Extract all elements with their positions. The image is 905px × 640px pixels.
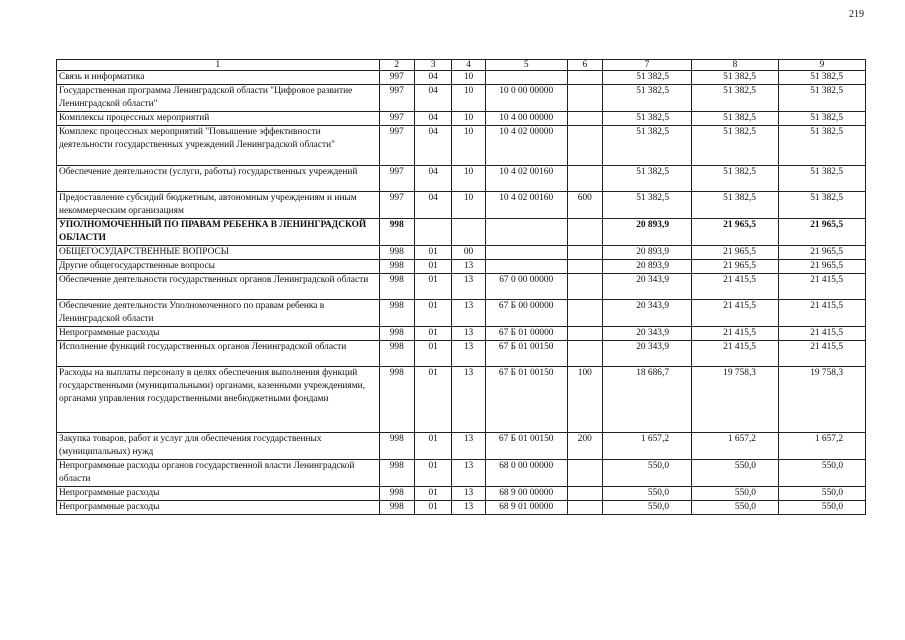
table-row [57, 367, 866, 433]
row-code-6-cell [567, 71, 602, 85]
row-value-9-cell: 550,0 [778, 487, 865, 501]
row-value-9-cell: 21 415,5 [778, 300, 865, 327]
row-name-cell: Обеспечение деятельности (услуги, работы) государственных учреждений [57, 166, 380, 192]
table-row [57, 246, 866, 260]
table-row [57, 112, 866, 126]
table-row [57, 300, 866, 327]
row-value-8-cell: 21 415,5 [692, 327, 779, 341]
row-value-7-cell: 20 343,9 [603, 300, 692, 327]
row-value-7-cell: 20 343,9 [603, 341, 692, 367]
row-value-9-cell: 19 758,3 [778, 367, 865, 433]
page-number: 219 [849, 9, 864, 20]
row-code-6-cell [567, 260, 602, 274]
table-row [57, 501, 866, 515]
header-cell-7: 7 [603, 60, 692, 71]
row-code-6-cell [567, 300, 602, 327]
row-code-3-cell: 01 [414, 274, 451, 300]
table-row [57, 71, 866, 85]
row-name-cell: Непрограммные расходы органов государственной власти Ленинградской области [57, 460, 380, 487]
row-value-8-cell: 19 758,3 [692, 367, 779, 433]
row-code-3-cell: 01 [414, 367, 451, 433]
row-value-8-cell: 51 382,5 [692, 166, 779, 192]
row-code-4-cell: 13 [452, 501, 485, 515]
row-value-8-cell: 21 965,5 [692, 260, 779, 274]
table-row [57, 85, 866, 112]
row-code-6-cell: 600 [567, 192, 602, 219]
row-value-8-cell: 21 965,5 [692, 246, 779, 260]
row-value-7-cell: 20 343,9 [603, 274, 692, 300]
row-code-6-cell [567, 219, 602, 246]
row-value-8-cell: 550,0 [692, 460, 779, 487]
row-code-3-cell: 04 [414, 166, 451, 192]
row-name-cell: Другие общегосударственные вопросы [57, 260, 380, 274]
row-value-7-cell: 51 382,5 [603, 192, 692, 219]
row-code-2-cell: 998 [379, 327, 414, 341]
row-code-5-cell: 68 9 00 00000 [485, 487, 567, 501]
row-name-cell: УПОЛНОМОЧЕННЫЙ ПО ПРАВАМ РЕБЕНКА В ЛЕНИНГРАДСКОЙ ОБЛАСТИ [57, 219, 380, 246]
header-cell-8: 8 [692, 60, 779, 71]
row-code-5-cell: 67 0 00 00000 [485, 274, 567, 300]
row-value-7-cell: 51 382,5 [603, 126, 692, 166]
row-value-7-cell: 20 893,9 [603, 246, 692, 260]
row-value-8-cell: 21 415,5 [692, 300, 779, 327]
row-code-5-cell [485, 246, 567, 260]
row-code-2-cell: 998 [379, 433, 414, 460]
row-name-cell: Непрограммные расходы [57, 327, 380, 341]
row-value-8-cell: 51 382,5 [692, 112, 779, 126]
row-value-9-cell: 51 382,5 [778, 112, 865, 126]
row-value-8-cell: 51 382,5 [692, 71, 779, 85]
row-code-5-cell: 67 Б 01 00000 [485, 327, 567, 341]
row-code-4-cell: 10 [452, 85, 485, 112]
row-value-9-cell: 51 382,5 [778, 192, 865, 219]
row-code-4-cell: 13 [452, 327, 485, 341]
row-value-8-cell: 21 415,5 [692, 341, 779, 367]
row-value-9-cell: 21 965,5 [778, 246, 865, 260]
row-value-7-cell: 18 686,7 [603, 367, 692, 433]
row-code-4-cell: 13 [452, 433, 485, 460]
row-value-9-cell: 21 965,5 [778, 219, 865, 246]
row-code-5-cell: 10 4 02 00160 [485, 192, 567, 219]
row-name-cell: Предоставление субсидий бюджетным, автономным учреждениям и иным некоммерческим организациям [57, 192, 380, 219]
row-code-4-cell: 13 [452, 300, 485, 327]
row-code-6-cell [567, 274, 602, 300]
row-code-2-cell: 998 [379, 501, 414, 515]
row-code-2-cell: 998 [379, 300, 414, 327]
row-code-5-cell [485, 71, 567, 85]
row-value-7-cell: 550,0 [603, 487, 692, 501]
row-value-9-cell: 21 415,5 [778, 274, 865, 300]
header-cell-5: 5 [485, 60, 567, 71]
row-code-5-cell: 67 Б 01 00150 [485, 433, 567, 460]
row-code-3-cell: 01 [414, 246, 451, 260]
row-code-4-cell: 00 [452, 246, 485, 260]
row-code-6-cell [567, 487, 602, 501]
row-value-9-cell: 550,0 [778, 460, 865, 487]
row-code-4-cell: 13 [452, 460, 485, 487]
table-row [57, 487, 866, 501]
row-code-3-cell: 04 [414, 112, 451, 126]
row-code-5-cell: 67 Б 01 00150 [485, 367, 567, 433]
row-value-7-cell: 51 382,5 [603, 166, 692, 192]
row-code-2-cell: 998 [379, 219, 414, 246]
row-code-6-cell [567, 246, 602, 260]
table-row [57, 126, 866, 166]
row-code-5-cell: 10 4 02 00160 [485, 166, 567, 192]
row-code-2-cell: 998 [379, 274, 414, 300]
row-value-9-cell: 51 382,5 [778, 85, 865, 112]
table-row [57, 166, 866, 192]
row-code-2-cell: 997 [379, 166, 414, 192]
row-code-2-cell: 998 [379, 246, 414, 260]
row-name-cell: Связь и информатика [57, 71, 380, 85]
table-row [57, 274, 866, 300]
row-value-9-cell: 1 657,2 [778, 433, 865, 460]
row-value-8-cell: 51 382,5 [692, 126, 779, 166]
row-name-cell: Непрограммные расходы [57, 501, 380, 515]
row-code-3-cell: 01 [414, 341, 451, 367]
row-code-6-cell: 200 [567, 433, 602, 460]
header-cell-6: 6 [567, 60, 602, 71]
row-code-4-cell: 13 [452, 341, 485, 367]
row-value-8-cell: 550,0 [692, 501, 779, 515]
row-code-3-cell: 01 [414, 433, 451, 460]
row-value-8-cell: 51 382,5 [692, 192, 779, 219]
row-code-3-cell: 01 [414, 460, 451, 487]
row-code-3-cell [414, 219, 451, 246]
row-value-7-cell: 20 343,9 [603, 327, 692, 341]
row-name-cell: Комплексы процессных мероприятий [57, 112, 380, 126]
row-code-4-cell: 10 [452, 126, 485, 166]
row-code-5-cell: 68 0 00 00000 [485, 460, 567, 487]
row-code-6-cell [567, 166, 602, 192]
row-name-cell: Закупка товаров, работ и услуг для обеспечения государственных (муниципальных) нужд [57, 433, 380, 460]
row-value-9-cell: 21 415,5 [778, 341, 865, 367]
row-code-5-cell: 10 4 02 00000 [485, 126, 567, 166]
row-code-2-cell: 998 [379, 487, 414, 501]
table-row [57, 219, 866, 246]
row-code-2-cell: 998 [379, 341, 414, 367]
row-code-2-cell: 998 [379, 260, 414, 274]
row-value-7-cell: 51 382,5 [603, 112, 692, 126]
row-value-8-cell: 51 382,5 [692, 85, 779, 112]
row-code-6-cell [567, 460, 602, 487]
row-name-cell: Обеспечение деятельности государственных органов Ленинградской области [57, 274, 380, 300]
row-code-3-cell: 04 [414, 126, 451, 166]
row-code-2-cell: 998 [379, 460, 414, 487]
row-value-7-cell: 51 382,5 [603, 71, 692, 85]
row-name-cell: Государственная программа Ленинградской области "Цифровое развитие Ленинградской области" [57, 85, 380, 112]
row-code-2-cell: 997 [379, 112, 414, 126]
row-value-8-cell: 550,0 [692, 487, 779, 501]
row-value-9-cell: 21 415,5 [778, 327, 865, 341]
row-code-4-cell: 10 [452, 71, 485, 85]
row-code-5-cell: 10 0 00 00000 [485, 85, 567, 112]
table-row [57, 460, 866, 487]
row-value-7-cell: 20 893,9 [603, 260, 692, 274]
row-value-8-cell: 1 657,2 [692, 433, 779, 460]
row-code-6-cell [567, 501, 602, 515]
row-code-2-cell: 997 [379, 85, 414, 112]
header-cell-4: 4 [452, 60, 485, 71]
row-code-5-cell [485, 260, 567, 274]
row-code-3-cell: 01 [414, 501, 451, 515]
row-code-6-cell [567, 126, 602, 166]
row-value-7-cell: 550,0 [603, 460, 692, 487]
row-code-4-cell: 13 [452, 260, 485, 274]
row-code-4-cell: 10 [452, 112, 485, 126]
row-name-cell: Обеспечение деятельности Уполномоченного по правам ребенка в Ленинградской области [57, 300, 380, 327]
row-value-8-cell: 21 415,5 [692, 274, 779, 300]
header-cell-2: 2 [379, 60, 414, 71]
row-code-2-cell: 997 [379, 71, 414, 85]
row-code-5-cell: 67 Б 01 00150 [485, 341, 567, 367]
row-code-2-cell: 997 [379, 126, 414, 166]
row-code-2-cell: 997 [379, 192, 414, 219]
row-code-4-cell: 10 [452, 192, 485, 219]
row-code-4-cell: 13 [452, 274, 485, 300]
row-code-6-cell: 100 [567, 367, 602, 433]
header-cell-9: 9 [778, 60, 865, 71]
row-code-3-cell: 01 [414, 300, 451, 327]
row-code-3-cell: 01 [414, 260, 451, 274]
row-name-cell: Непрограммные расходы [57, 487, 380, 501]
row-code-3-cell: 04 [414, 85, 451, 112]
column-number-header-row [57, 60, 866, 71]
row-code-3-cell: 04 [414, 192, 451, 219]
row-code-3-cell: 01 [414, 327, 451, 341]
header-cell-3: 3 [414, 60, 451, 71]
row-value-7-cell: 20 893,9 [603, 219, 692, 246]
row-value-7-cell: 550,0 [603, 501, 692, 515]
row-value-8-cell: 21 965,5 [692, 219, 779, 246]
table-row [57, 192, 866, 219]
table-row [57, 433, 866, 460]
row-code-6-cell [567, 341, 602, 367]
budget-table [56, 59, 866, 515]
row-value-7-cell: 51 382,5 [603, 85, 692, 112]
row-code-6-cell [567, 85, 602, 112]
table-row [57, 341, 866, 367]
row-code-4-cell: 13 [452, 487, 485, 501]
row-code-3-cell: 04 [414, 71, 451, 85]
row-code-6-cell [567, 327, 602, 341]
row-code-4-cell: 10 [452, 166, 485, 192]
row-value-9-cell: 550,0 [778, 501, 865, 515]
row-code-5-cell [485, 219, 567, 246]
row-value-7-cell: 1 657,2 [603, 433, 692, 460]
header-cell-1: 1 [57, 60, 380, 71]
row-name-cell: Расходы на выплаты персоналу в целях обеспечения выполнения функций государственными (муниципальными) органами, казенными учреждениями, органами управления государственными внебюджетными фондами [57, 367, 380, 433]
row-code-6-cell [567, 112, 602, 126]
row-code-4-cell [452, 219, 485, 246]
table-row [57, 327, 866, 341]
row-name-cell: Комплекс процессных мероприятий "Повышение эффективности деятельности государственных учреждений Ленинградской области" [57, 126, 380, 166]
row-code-5-cell: 67 Б 00 00000 [485, 300, 567, 327]
row-value-9-cell: 51 382,5 [778, 126, 865, 166]
row-value-9-cell: 21 965,5 [778, 260, 865, 274]
row-code-5-cell: 10 4 00 00000 [485, 112, 567, 126]
row-value-9-cell: 51 382,5 [778, 166, 865, 192]
row-name-cell: ОБЩЕГОСУДАРСТВЕННЫЕ ВОПРОСЫ [57, 246, 380, 260]
row-name-cell: Исполнение функций государственных органов Ленинградской области [57, 341, 380, 367]
row-code-4-cell: 13 [452, 367, 485, 433]
row-code-5-cell: 68 9 01 00000 [485, 501, 567, 515]
table-row [57, 260, 866, 274]
row-code-2-cell: 998 [379, 367, 414, 433]
row-code-3-cell: 01 [414, 487, 451, 501]
row-value-9-cell: 51 382,5 [778, 71, 865, 85]
